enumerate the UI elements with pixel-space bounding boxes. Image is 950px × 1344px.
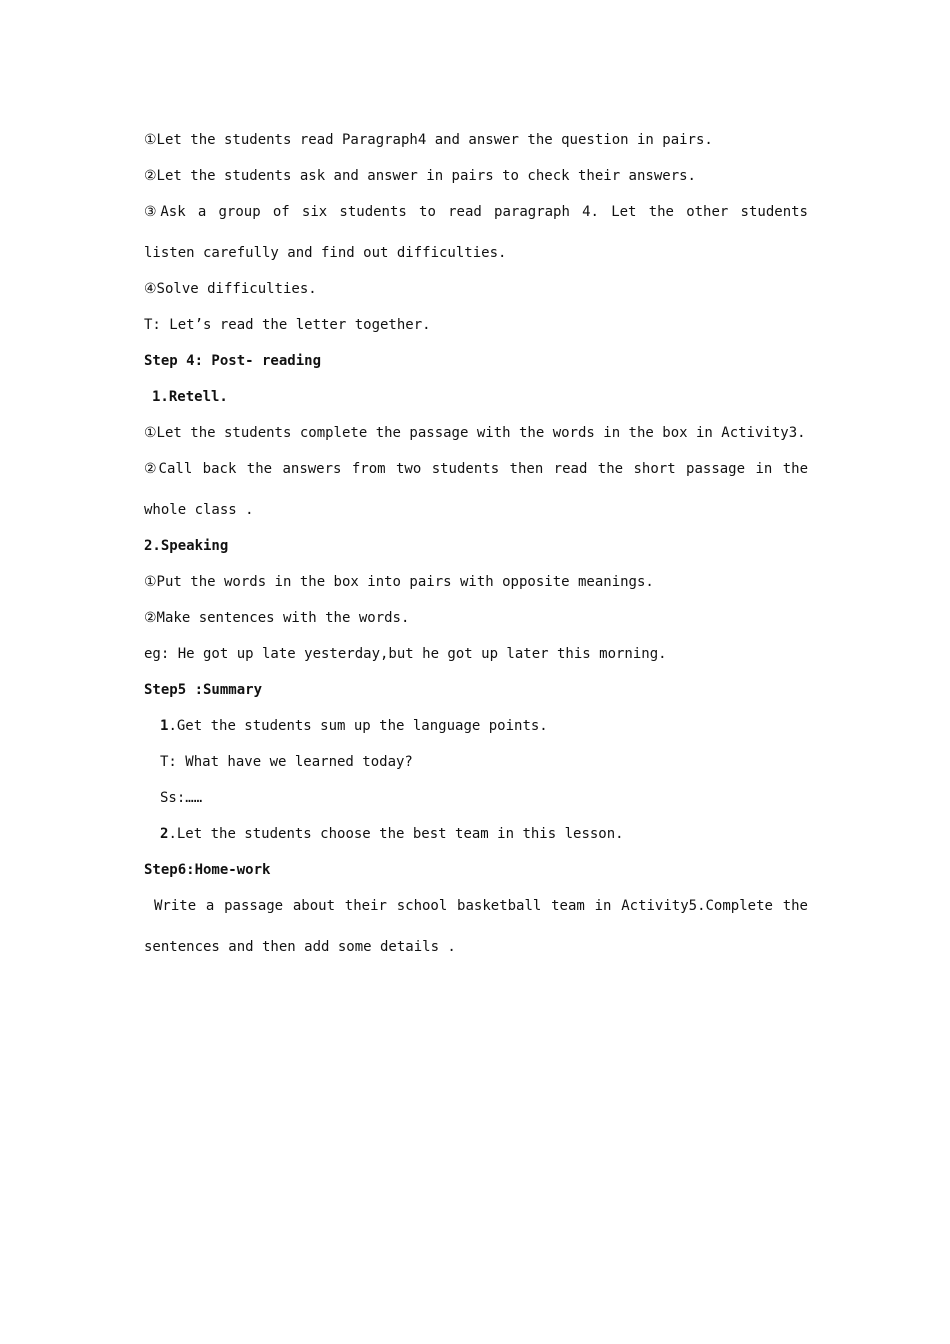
paragraph-line: ④Solve difficulties.	[144, 281, 317, 297]
paragraph-line: ②Let the students ask and answer in pairs to check their answers.	[144, 168, 696, 184]
summary-item	[144, 816, 808, 852]
subheading-speaking: 2.Speaking	[144, 538, 229, 554]
paragraph-line: ③Ask a group of six students to read paragraph 4. Let the other students	[144, 204, 808, 220]
paragraph-line: T: What have we learned today?	[160, 754, 413, 770]
list-number: 2	[160, 826, 169, 842]
paragraph-line: ①Put the words in the box into pairs with opposite meanings.	[144, 574, 654, 590]
paragraph-line: Write a passage about their school basketball team in Activity5.Complete the	[154, 898, 808, 914]
section-heading-step4: Step 4: Post- reading	[144, 353, 322, 369]
paragraph-line: eg: He got up late yesterday,but he got up later this morning.	[144, 646, 667, 662]
paragraph-line: ①Let the students read Paragraph4 and answer the question in pairs.	[144, 132, 713, 148]
subheading-retell: 1.Retell.	[152, 389, 228, 405]
list-number: 1	[160, 718, 169, 734]
document-body	[144, 122, 808, 965]
paragraph-line: T: Let’s read the letter together.	[144, 317, 431, 333]
paragraph-line: ②Call back the answers from two students then read the short passage in the	[144, 461, 808, 477]
section-heading-step6: Step6:Home-work	[144, 862, 271, 878]
summary-item	[144, 708, 808, 744]
paragraph-line: ②Make sentences with the words.	[144, 610, 410, 626]
list-text: .Let the students choose the best team in this lesson.	[168, 826, 624, 842]
paragraph-line: sentences and then add some details .	[144, 939, 456, 955]
paragraph-line: listen carefully and find out difficulties.	[144, 245, 507, 261]
section-heading-step5: Step5 :Summary	[144, 682, 263, 698]
paragraph-line: Ss:……	[160, 790, 203, 806]
list-text: .Get the students sum up the language points.	[168, 718, 548, 734]
paragraph-line: whole class .	[144, 502, 254, 518]
paragraph-line: ①Let the students complete the passage with the words in the box in Activity3.	[144, 425, 806, 441]
